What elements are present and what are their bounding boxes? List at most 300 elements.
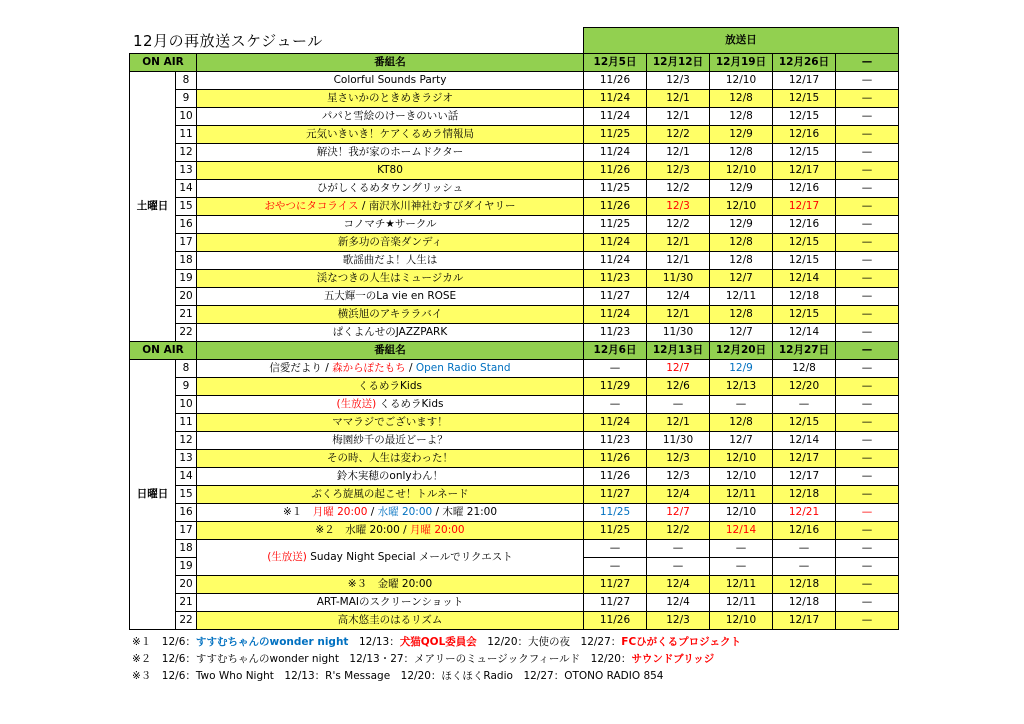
text-segment: ママラジでございます！ xyxy=(332,416,448,428)
slot-hour: 13 xyxy=(176,162,197,180)
text-segment: ※３ 金曜 20:00 xyxy=(347,578,433,590)
rebroadcast-date: 12/20 xyxy=(773,378,836,396)
slot-hour: 17 xyxy=(176,522,197,540)
text-segment: ぱくよんせのJAZZPARK xyxy=(332,326,448,338)
rebroadcast-date: 12/1 xyxy=(647,414,710,432)
text-segment: 信愛だより / xyxy=(269,362,333,374)
rebroadcast-date: — xyxy=(836,504,899,522)
text-segment: 水曜 20:00 xyxy=(377,506,433,518)
rebroadcast-date: — xyxy=(836,126,899,144)
program-name xyxy=(197,90,584,108)
rebroadcast-date: 12/16 xyxy=(773,216,836,234)
table-row xyxy=(130,540,899,558)
rebroadcast-date: 12/7 xyxy=(710,270,773,288)
text-segment: ※１ 12/6： xyxy=(132,636,196,648)
rebroadcast-date: 12/2 xyxy=(647,180,710,198)
slot-hour: 21 xyxy=(176,306,197,324)
slot-hour: 22 xyxy=(176,324,197,342)
table-row xyxy=(130,234,899,252)
rebroadcast-date: 12/8 xyxy=(710,108,773,126)
rebroadcast-date: 11/24 xyxy=(584,306,647,324)
table-row xyxy=(130,198,899,216)
date-header: 12月19日 xyxy=(710,54,773,72)
broadcast-day-header: 放送日 xyxy=(584,28,899,54)
footnote-line xyxy=(132,651,741,668)
date-header: 12月27日 xyxy=(773,342,836,360)
rebroadcast-date: 12/16 xyxy=(773,522,836,540)
date-header: 12月20日 xyxy=(710,342,773,360)
text-segment: 森からぽたもち xyxy=(332,362,406,374)
rebroadcast-date: 12/10 xyxy=(710,198,773,216)
rebroadcast-date: 12/7 xyxy=(647,504,710,522)
slot-hour: 13 xyxy=(176,450,197,468)
rebroadcast-date: 12/1 xyxy=(647,234,710,252)
date-header: 12月12日 xyxy=(647,54,710,72)
rebroadcast-date: 11/23 xyxy=(584,432,647,450)
table-row xyxy=(130,144,899,162)
table-row xyxy=(130,396,899,414)
rebroadcast-date: 12/16 xyxy=(773,180,836,198)
text-segment: 梅園紗千の最近どーよ？ xyxy=(332,434,448,446)
rebroadcast-date: 11/24 xyxy=(584,144,647,162)
rebroadcast-date: 12/3 xyxy=(647,468,710,486)
text-segment: 鈴木実穂のonlyわん！ xyxy=(336,470,444,482)
slot-hour: 18 xyxy=(176,252,197,270)
text-segment: ※３ 12/6：Two Who Night 12/13：R's Message 12/20：ほくほくRadio 12/27：OTONO RADIO 854 xyxy=(132,670,664,682)
text-segment: FCひがくるプロジェクト xyxy=(621,636,741,648)
program-name xyxy=(197,162,584,180)
rebroadcast-date: 12/15 xyxy=(773,252,836,270)
rebroadcast-date: — xyxy=(836,144,899,162)
rebroadcast-date: 11/26 xyxy=(584,612,647,630)
table-row xyxy=(130,270,899,288)
slot-hour: 19 xyxy=(176,558,197,576)
rebroadcast-date: 11/25 xyxy=(584,126,647,144)
rebroadcast-date: 12/15 xyxy=(773,234,836,252)
text-segment: 月曜 20:00 xyxy=(410,524,465,536)
text-segment: 解決！我が家のホームドクター xyxy=(316,146,464,158)
rebroadcast-date: 12/2 xyxy=(647,522,710,540)
text-segment: 渓なつきの人生はミュージカル xyxy=(316,272,464,284)
rebroadcast-date: 12/17 xyxy=(773,468,836,486)
schedule-body xyxy=(130,28,899,630)
broadcast-day-header-row xyxy=(130,28,899,54)
slot-hour: 15 xyxy=(176,198,197,216)
table-row xyxy=(130,504,899,522)
rebroadcast-date: — xyxy=(836,360,899,378)
rebroadcast-date: — xyxy=(710,540,773,558)
program-name xyxy=(197,306,584,324)
text-segment: KT80 xyxy=(377,164,403,176)
rebroadcast-date: 11/26 xyxy=(584,72,647,90)
rebroadcast-date: 12/21 xyxy=(773,504,836,522)
rebroadcast-date: 12/3 xyxy=(647,162,710,180)
date-header: — xyxy=(836,54,899,72)
program-name xyxy=(197,504,584,522)
rebroadcast-date: 12/11 xyxy=(710,288,773,306)
table-row xyxy=(130,360,899,378)
text-segment: サウンドブリッジ xyxy=(631,653,715,665)
rebroadcast-date: 12/3 xyxy=(647,72,710,90)
rebroadcast-date: 11/24 xyxy=(584,108,647,126)
slot-hour: 14 xyxy=(176,180,197,198)
text-segment: すすむちゃんのwonder night xyxy=(195,636,349,648)
rebroadcast-date: 12/2 xyxy=(647,126,710,144)
rebroadcast-date: 12/15 xyxy=(773,144,836,162)
table-row xyxy=(130,288,899,306)
program-name xyxy=(197,486,584,504)
rebroadcast-date: 12/10 xyxy=(710,612,773,630)
footnote-line xyxy=(132,634,741,651)
table-row xyxy=(130,576,899,594)
slot-hour: 18 xyxy=(176,540,197,558)
date-header: 12月26日 xyxy=(773,54,836,72)
text-segment: (生放送) xyxy=(336,398,377,410)
rebroadcast-date: 12/10 xyxy=(710,468,773,486)
text-segment: (生放送) xyxy=(267,551,307,563)
text-segment: 歌謡曲だよ！人生は xyxy=(342,254,438,266)
date-header: — xyxy=(836,342,899,360)
rebroadcast-date: 12/8 xyxy=(710,234,773,252)
rebroadcast-date: 12/4 xyxy=(647,576,710,594)
rebroadcast-date: — xyxy=(836,270,899,288)
text-segment: ※２ 水曜 20:00 / xyxy=(315,524,410,536)
rebroadcast-date: 11/25 xyxy=(584,522,647,540)
rebroadcast-date: 12/10 xyxy=(710,72,773,90)
program-name xyxy=(197,180,584,198)
rebroadcast-date: — xyxy=(836,396,899,414)
rebroadcast-date: 12/15 xyxy=(773,414,836,432)
rebroadcast-date: — xyxy=(836,324,899,342)
program-name xyxy=(197,540,584,576)
table-row xyxy=(130,486,899,504)
slot-hour: 19 xyxy=(176,270,197,288)
rebroadcast-date: — xyxy=(710,396,773,414)
rebroadcast-date: 11/30 xyxy=(647,432,710,450)
rebroadcast-date: — xyxy=(836,108,899,126)
text-segment: 月曜 20:00 xyxy=(312,506,368,518)
slot-hour: 11 xyxy=(176,414,197,432)
rebroadcast-date: 12/14 xyxy=(710,522,773,540)
text-segment: 高木悠圭のはるリズム xyxy=(337,614,443,626)
rebroadcast-date: 12/6 xyxy=(647,378,710,396)
slot-hour: 9 xyxy=(176,378,197,396)
table-row xyxy=(130,594,899,612)
program-name xyxy=(197,216,584,234)
table-row xyxy=(130,162,899,180)
rebroadcast-date: 12/1 xyxy=(647,144,710,162)
rebroadcast-date: 11/27 xyxy=(584,486,647,504)
program-name xyxy=(197,270,584,288)
rebroadcast-date: — xyxy=(836,216,899,234)
program-name xyxy=(197,126,584,144)
text-segment: コノマチ★サークル xyxy=(343,218,437,230)
slot-hour: 22 xyxy=(176,612,197,630)
rebroadcast-date: — xyxy=(836,288,899,306)
slot-hour: 12 xyxy=(176,144,197,162)
table-row xyxy=(130,414,899,432)
rebroadcast-date: 12/1 xyxy=(647,108,710,126)
rebroadcast-date: 12/13 xyxy=(710,378,773,396)
text-segment: / 木曜 21:00 xyxy=(432,506,498,518)
rebroadcast-date: — xyxy=(836,180,899,198)
text-segment: 五大輝一のLa vie en ROSE xyxy=(323,290,457,302)
text-segment: その時、人生は変わった！ xyxy=(327,452,453,464)
rebroadcast-date: 11/30 xyxy=(647,270,710,288)
program-name xyxy=(197,414,584,432)
slot-hour: 21 xyxy=(176,594,197,612)
rebroadcast-date: 12/7 xyxy=(647,360,710,378)
date-header: 12月6日 xyxy=(584,342,647,360)
rebroadcast-date: 12/1 xyxy=(647,306,710,324)
rebroadcast-date: — xyxy=(836,558,899,576)
table-row xyxy=(130,108,899,126)
program-name xyxy=(197,72,584,90)
table-row xyxy=(130,72,899,90)
rebroadcast-date: 12/4 xyxy=(647,594,710,612)
rebroadcast-date: 12/9 xyxy=(710,360,773,378)
rebroadcast-date: 11/26 xyxy=(584,450,647,468)
slot-hour: 15 xyxy=(176,486,197,504)
rebroadcast-date: 12/7 xyxy=(710,432,773,450)
rebroadcast-date: 12/8 xyxy=(710,252,773,270)
text-segment: 元気いきいき！ケアくるめラ情報局 xyxy=(306,128,474,140)
program-name xyxy=(197,144,584,162)
rebroadcast-date: 12/14 xyxy=(773,324,836,342)
rebroadcast-date: — xyxy=(836,576,899,594)
rebroadcast-date: — xyxy=(773,540,836,558)
text-segment: くるめラKids xyxy=(358,380,422,392)
rebroadcast-date: 11/25 xyxy=(584,504,647,522)
rebroadcast-date: 12/18 xyxy=(773,288,836,306)
text-segment: Colorful Sounds Party xyxy=(333,74,447,86)
rebroadcast-date: — xyxy=(584,558,647,576)
rebroadcast-date: 11/23 xyxy=(584,270,647,288)
rebroadcast-date: 12/11 xyxy=(710,486,773,504)
rebroadcast-date: 12/10 xyxy=(710,450,773,468)
rebroadcast-date: 12/2 xyxy=(647,216,710,234)
rebroadcast-date: 11/24 xyxy=(584,90,647,108)
rebroadcast-date: — xyxy=(836,378,899,396)
rebroadcast-date: 12/11 xyxy=(710,594,773,612)
table-row xyxy=(130,450,899,468)
rebroadcast-date: 11/26 xyxy=(584,198,647,216)
text-segment: 横浜旭のアキララバイ xyxy=(337,308,443,320)
rebroadcast-date: 12/8 xyxy=(710,144,773,162)
rebroadcast-date: 11/24 xyxy=(584,234,647,252)
day-label: 日曜日 xyxy=(130,360,176,630)
rebroadcast-date: 11/23 xyxy=(584,324,647,342)
rebroadcast-date: 12/14 xyxy=(773,432,836,450)
rebroadcast-date: 11/25 xyxy=(584,216,647,234)
rebroadcast-date: 12/8 xyxy=(710,414,773,432)
rebroadcast-date: — xyxy=(836,468,899,486)
rebroadcast-date: 12/9 xyxy=(710,126,773,144)
program-name xyxy=(197,324,584,342)
program-name xyxy=(197,378,584,396)
rebroadcast-date: — xyxy=(836,594,899,612)
program-name xyxy=(197,522,584,540)
rebroadcast-date: 12/18 xyxy=(773,576,836,594)
text-segment: ※２ 12/6：すすむちゃんのwonder night 12/13・27：メアリーのミュージックフィールド 12/20： xyxy=(132,653,632,665)
table-row xyxy=(130,522,899,540)
table-row xyxy=(130,612,899,630)
rebroadcast-date: — xyxy=(584,360,647,378)
rebroadcast-date: — xyxy=(584,396,647,414)
rebroadcast-date: — xyxy=(836,90,899,108)
rebroadcast-date: — xyxy=(836,252,899,270)
slot-hour: 20 xyxy=(176,288,197,306)
text-segment: おやつにタコライス xyxy=(264,200,359,212)
rebroadcast-date: 12/17 xyxy=(773,198,836,216)
schedule-table xyxy=(129,27,899,630)
date-header: 12月5日 xyxy=(584,54,647,72)
table-row xyxy=(130,324,899,342)
rebroadcast-date: 12/8 xyxy=(710,306,773,324)
rebroadcast-date: 12/8 xyxy=(773,360,836,378)
table-row xyxy=(130,126,899,144)
sat-header-row xyxy=(130,54,899,72)
onair-header: ON AIR xyxy=(130,54,197,72)
sun-header-row xyxy=(130,342,899,360)
program-header: 番組名 xyxy=(197,342,584,360)
program-name xyxy=(197,468,584,486)
rebroadcast-date: 12/9 xyxy=(710,180,773,198)
page-title: 12月の再放送スケジュール xyxy=(133,32,323,50)
rebroadcast-date: 12/3 xyxy=(647,198,710,216)
rebroadcast-date: 12/15 xyxy=(773,108,836,126)
program-name xyxy=(197,450,584,468)
table-row xyxy=(130,180,899,198)
rebroadcast-date: 11/24 xyxy=(584,252,647,270)
program-name xyxy=(197,396,584,414)
rebroadcast-date: — xyxy=(710,558,773,576)
rebroadcast-date: — xyxy=(647,540,710,558)
rebroadcast-date: — xyxy=(773,396,836,414)
rebroadcast-date: — xyxy=(647,396,710,414)
rebroadcast-date: 12/15 xyxy=(773,90,836,108)
table-row xyxy=(130,216,899,234)
slot-hour: 12 xyxy=(176,432,197,450)
program-name xyxy=(197,360,584,378)
text-segment: 新多功の音楽ダンディ xyxy=(337,236,443,248)
rebroadcast-date: 11/26 xyxy=(584,468,647,486)
rebroadcast-date: — xyxy=(836,72,899,90)
rebroadcast-date: — xyxy=(584,540,647,558)
slot-hour: 16 xyxy=(176,504,197,522)
rebroadcast-date: 12/14 xyxy=(773,270,836,288)
rebroadcast-date: 11/29 xyxy=(584,378,647,396)
rebroadcast-date: 12/15 xyxy=(773,306,836,324)
rebroadcast-date: 12/18 xyxy=(773,486,836,504)
rebroadcast-date: 12/4 xyxy=(647,486,710,504)
text-segment: / xyxy=(367,506,378,518)
rebroadcast-date: — xyxy=(836,234,899,252)
rebroadcast-date: — xyxy=(836,432,899,450)
program-name xyxy=(197,252,584,270)
text-segment: くるめラKids xyxy=(376,398,444,410)
text-segment: ぶくろ旋風の起こせ！トルネード xyxy=(311,488,469,500)
rebroadcast-date: 11/26 xyxy=(584,162,647,180)
rebroadcast-date: 12/8 xyxy=(710,90,773,108)
table-row xyxy=(130,90,899,108)
program-name xyxy=(197,594,584,612)
program-name xyxy=(197,288,584,306)
program-name xyxy=(197,108,584,126)
table-row xyxy=(130,468,899,486)
text-segment: ※１ xyxy=(282,506,313,518)
slot-hour: 10 xyxy=(176,396,197,414)
rebroadcast-date: 12/3 xyxy=(647,612,710,630)
slot-hour: 11 xyxy=(176,126,197,144)
rebroadcast-date: — xyxy=(647,558,710,576)
rebroadcast-date: — xyxy=(836,306,899,324)
rebroadcast-date: 11/27 xyxy=(584,594,647,612)
table-row xyxy=(130,252,899,270)
text-segment: ひがしくるめタウングリッシュ xyxy=(316,182,464,194)
text-segment: 12/13： xyxy=(348,636,400,648)
text-segment: Suday Night Special メールでリクエスト xyxy=(306,551,513,563)
day-label: 土曜日 xyxy=(130,72,176,342)
rebroadcast-date: — xyxy=(836,522,899,540)
table-row xyxy=(130,306,899,324)
text-segment: 星さいかのときめきラジオ xyxy=(327,92,453,104)
program-name xyxy=(197,234,584,252)
slot-hour: 8 xyxy=(176,72,197,90)
rebroadcast-date: 12/17 xyxy=(773,450,836,468)
rebroadcast-date: 11/27 xyxy=(584,288,647,306)
rebroadcast-date: 12/1 xyxy=(647,252,710,270)
rebroadcast-date: — xyxy=(836,486,899,504)
text-segment: 犬猫QOL委員会 xyxy=(399,636,477,648)
table-row xyxy=(130,378,899,396)
rebroadcast-date: 11/25 xyxy=(584,180,647,198)
rebroadcast-date: 11/27 xyxy=(584,576,647,594)
slot-hour: 17 xyxy=(176,234,197,252)
rebroadcast-date: — xyxy=(773,558,836,576)
text-segment: 12/20：大使の夜 12/27： xyxy=(476,636,622,648)
program-header: 番組名 xyxy=(197,54,584,72)
rebroadcast-date: 12/17 xyxy=(773,72,836,90)
rebroadcast-date: — xyxy=(836,414,899,432)
slot-hour: 8 xyxy=(176,360,197,378)
rebroadcast-date: — xyxy=(836,540,899,558)
rebroadcast-date: 12/1 xyxy=(647,90,710,108)
slot-hour: 16 xyxy=(176,216,197,234)
program-name xyxy=(197,576,584,594)
rebroadcast-date: 11/24 xyxy=(584,414,647,432)
rebroadcast-date: 12/16 xyxy=(773,126,836,144)
program-name xyxy=(197,612,584,630)
date-header: 12月13日 xyxy=(647,342,710,360)
rebroadcast-date: 12/3 xyxy=(647,450,710,468)
rebroadcast-date: 12/9 xyxy=(710,216,773,234)
rebroadcast-date: 12/4 xyxy=(647,288,710,306)
text-segment: / 南沢氷川神社むすびダイヤリー xyxy=(358,200,516,212)
rebroadcast-date: 12/17 xyxy=(773,612,836,630)
rebroadcast-date: 11/30 xyxy=(647,324,710,342)
slot-hour: 10 xyxy=(176,108,197,126)
text-segment: / xyxy=(405,362,416,374)
slot-hour: 14 xyxy=(176,468,197,486)
rebroadcast-date: 12/18 xyxy=(773,594,836,612)
onair-header: ON AIR xyxy=(130,342,197,360)
rebroadcast-date: 12/10 xyxy=(710,162,773,180)
text-segment: ART-MAIのスクリーンショット xyxy=(316,596,464,608)
table-row xyxy=(130,432,899,450)
text-segment: パパと雪絵のけーきのいい話 xyxy=(321,110,459,122)
rebroadcast-date: 12/10 xyxy=(710,504,773,522)
